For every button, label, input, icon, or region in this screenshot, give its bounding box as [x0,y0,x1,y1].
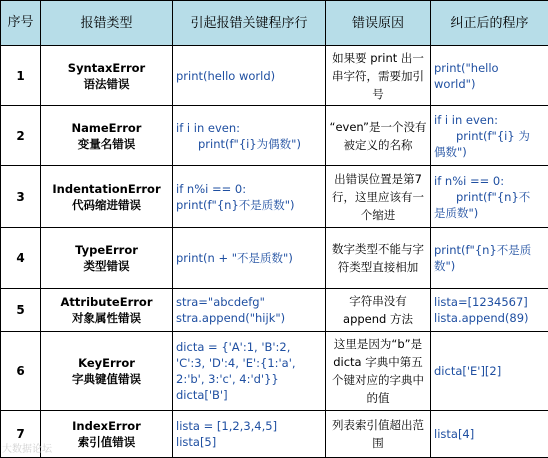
reason-cell: 数字类型不能与字符类型直接相加 [326,228,431,289]
error-type-cell [41,411,173,458]
header-reason: 错误原因 [326,1,431,46]
code-cell [173,411,326,458]
code-line: if i in even: [176,120,322,136]
error-type-cn: 代码缩进错误 [44,197,169,213]
reason-cell: 如果要 print 出一串字符，需要加引号 [326,46,431,106]
row-number: 7 [1,411,41,458]
reason-cell: 字符串没有append 方法 [326,289,431,332]
error-type-cell [41,106,173,166]
fixed-cell [431,332,548,411]
fixed-cell [431,166,548,228]
fixed-cell [431,46,548,106]
fixed-line: lista.append(89) [434,310,545,326]
code-line: dicta = {'A':1, 'B':2, [176,339,322,355]
table-row [1,106,548,166]
code-line: if n%i == 0: [176,181,322,197]
fixed-line: world") [434,76,545,92]
code-line: lista[5] [176,434,322,450]
code-line: dicta['B'] [176,387,322,403]
fixed-line: print("hello [434,60,545,76]
code-cell [173,46,326,106]
error-type-cn: 索引值错误 [44,434,169,450]
error-type-cell [41,228,173,289]
fixed-line: dicta['E'][2] [434,363,545,379]
error-type-cell [41,289,173,332]
code-line: print(hello world) [176,68,322,84]
header-num: 序号 [1,1,41,46]
fixed-line: if i in even: [434,112,545,128]
fixed-line: print(f"{i} 为 [434,128,545,144]
table-row [1,289,548,332]
fixed-line: print(f"{n}不是质 [434,242,545,258]
fixed-line: 数") [434,258,545,274]
fixed-cell [431,411,548,458]
code-line: stra.append("hijk") [176,310,322,326]
reason-cell: “even”是一个没有被定义的名称 [326,106,431,166]
fixed-line: print(f"{n}不 [434,189,545,205]
error-type-cell [41,166,173,228]
error-type-cn: 语法错误 [44,76,169,92]
error-type-en: IndentationError [44,181,169,197]
code-cell [173,106,326,166]
fixed-line: 偶数") [434,144,545,160]
error-type-en: IndexError [44,418,169,434]
header-row [1,1,548,46]
table-row [1,332,548,411]
fixed-line: lista=[1234567] [434,294,545,310]
error-type-en: KeyError [44,355,169,371]
reason-cell: 列表索引值超出范围 [326,411,431,458]
header-type: 报错类型 [41,1,173,46]
row-number: 1 [1,46,41,106]
row-number: 2 [1,106,41,166]
error-type-en: TypeError [44,242,169,258]
fixed-cell [431,228,548,289]
error-type-cn: 变量名错误 [44,136,169,152]
row-number: 5 [1,289,41,332]
fixed-line: 是质数") [434,205,545,221]
code-cell [173,228,326,289]
error-type-en: SyntaxError [44,60,169,76]
error-type-en: AttributeError [44,294,169,310]
error-type-cell [41,46,173,106]
table-row [1,166,548,228]
header-fixed: 纠正后的程序 [431,1,548,46]
error-type-cn: 字典键值错误 [44,371,169,387]
code-line: print(f"{n}不是质数") [176,197,322,213]
fixed-line: lista[4] [434,426,545,442]
table-row [1,411,548,458]
code-line: print(n + "不是质数") [176,250,322,266]
reason-cell: 出错误位置是第7行，这里应该有一个缩进 [326,166,431,228]
code-line: print(f"{i}为偶数") [176,136,322,152]
row-number: 6 [1,332,41,411]
error-type-cn: 对象属性错误 [44,310,169,326]
code-line: stra="abcdefg" [176,294,322,310]
error-type-cn: 类型错误 [44,258,169,274]
table-row [1,46,548,106]
code-cell [173,332,326,411]
reason-cell: 这里是因为“b”是 dicta 字典中第五个键对应的字典中的值 [326,332,431,411]
row-number: 4 [1,228,41,289]
code-cell [173,289,326,332]
code-line: 2:'b', 3:'c', 4:'d'}} [176,371,322,387]
fixed-line: if n%i == 0: [434,173,545,189]
header-code: 引起报错关键程序行 [173,1,326,46]
code-cell [173,166,326,228]
error-type-cell [41,332,173,411]
error-type-en: NameError [44,120,169,136]
fixed-cell [431,289,548,332]
code-line: 'C':3, 'D':4, 'E':{1:'a', [176,355,322,371]
fixed-cell [431,106,548,166]
watermark: 大数据论坛 [2,440,52,455]
row-number: 3 [1,166,41,228]
code-line: lista = [1,2,3,4,5] [176,418,322,434]
table-row [1,228,548,289]
